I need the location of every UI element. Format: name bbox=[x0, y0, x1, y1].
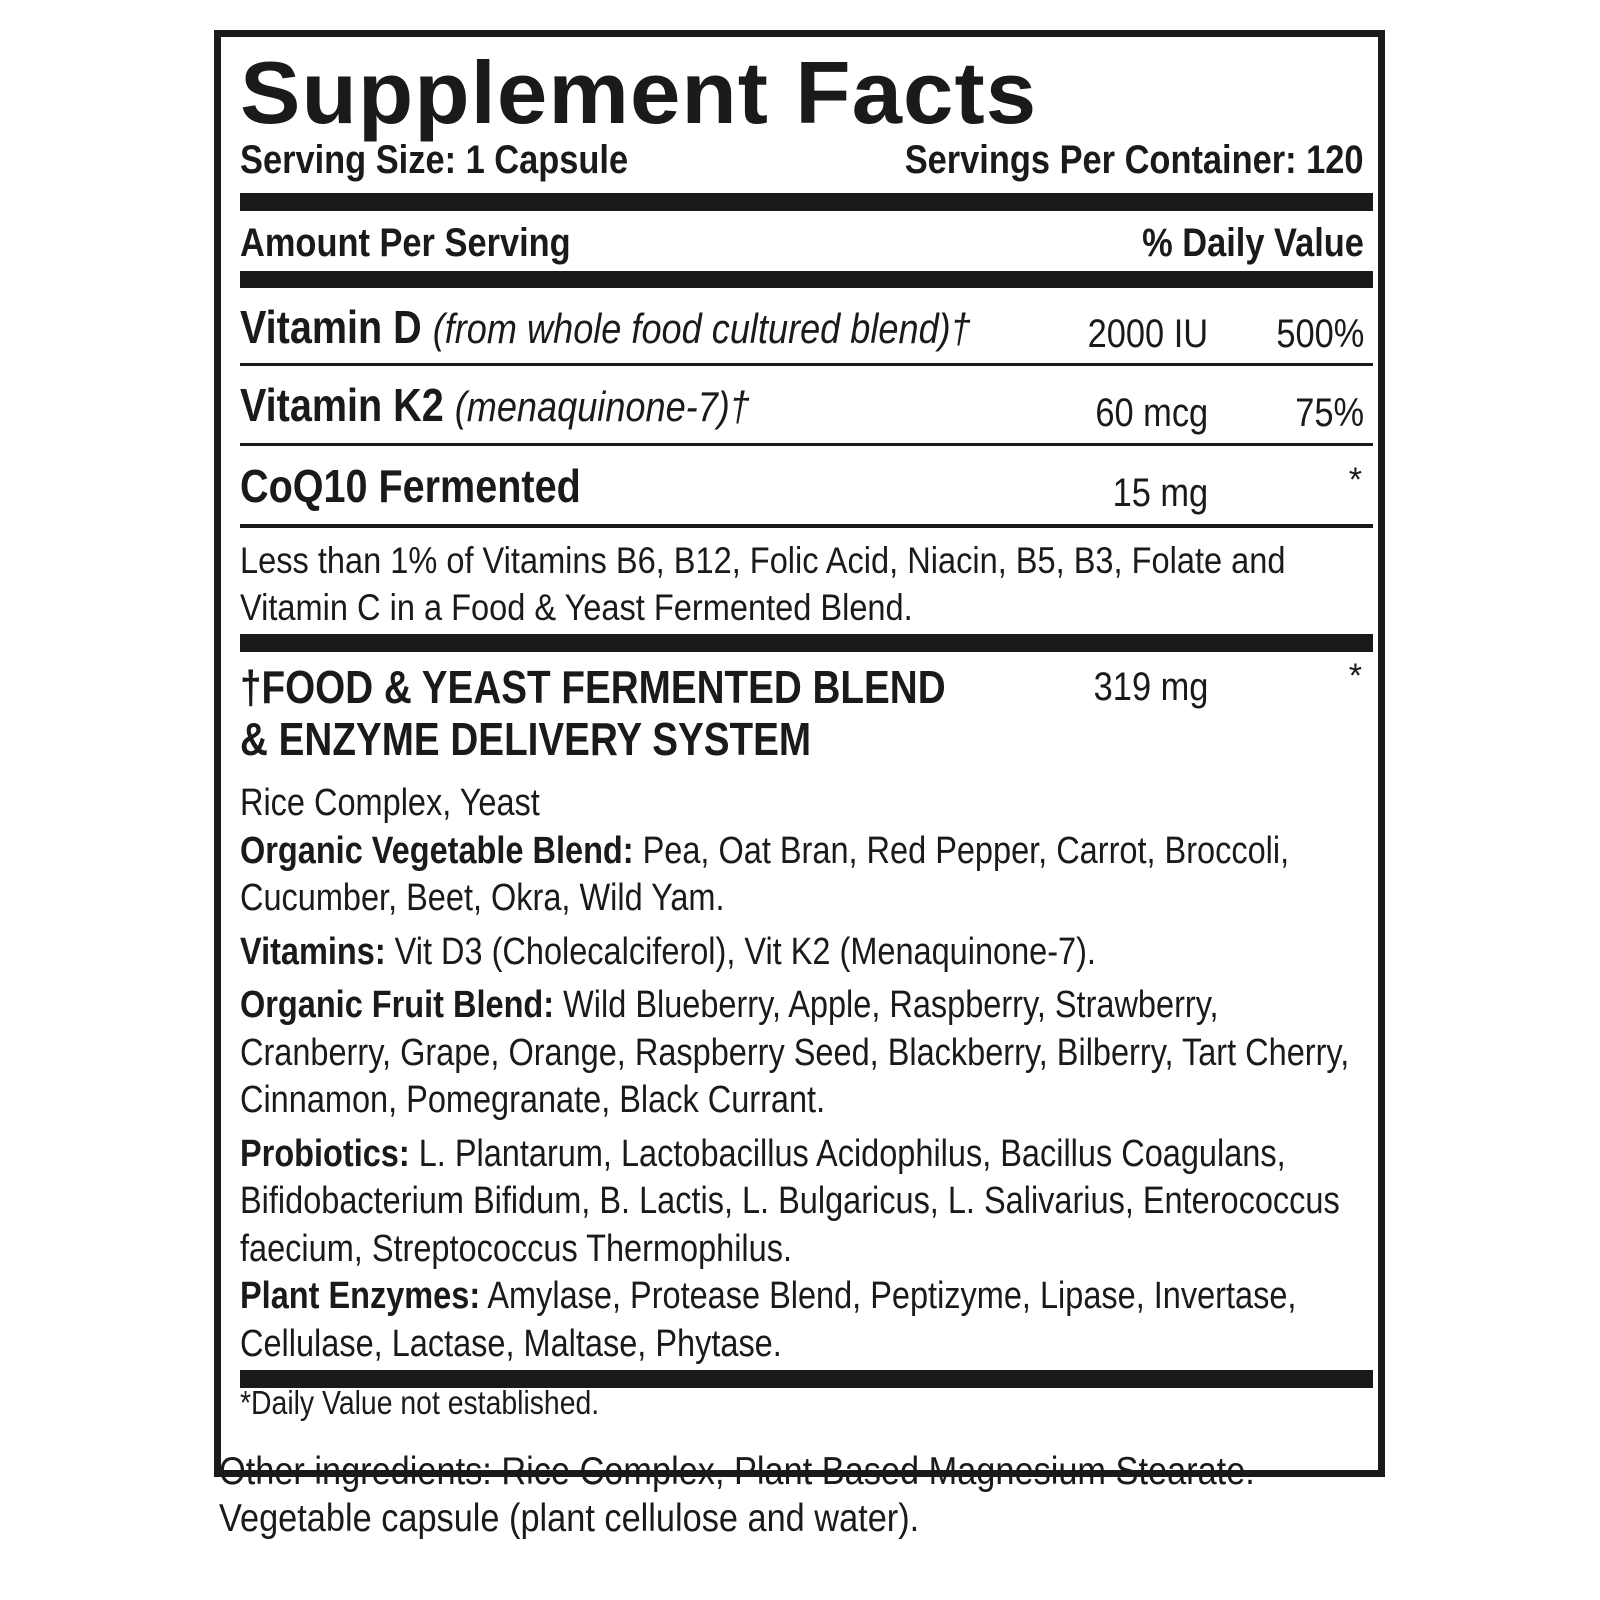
nutrient-note: (from whole food cultured blend)† bbox=[432, 305, 971, 352]
ingredient-line: Cellulase, Lactase, Maltase, Phytase. bbox=[240, 1322, 782, 1365]
ingredient-group-probiotics: Probiotics: L. Plantarum, Lactobacillus Acidophilus, Bacillus Coagulans, bbox=[240, 1132, 1286, 1175]
nutrient-name-coq10: CoQ10 Fermented bbox=[240, 460, 581, 512]
ingredient-line: Cinnamon, Pomegranate, Black Currant. bbox=[240, 1079, 826, 1121]
thin-divider bbox=[240, 524, 1373, 528]
blend-amount: 319 mg bbox=[1093, 665, 1208, 709]
ingredient-group-fruit: Organic Fruit Blend: Wild Blueberry, Apple, Raspberry, Strawberry, bbox=[240, 984, 1219, 1026]
blend-title-line: & ENZYME DELIVERY SYSTEM bbox=[240, 713, 812, 765]
thick-divider bbox=[240, 271, 1373, 288]
note-line: Less than 1% of Vitamins B6, B12, Folic Acid, Niacin, B5, B3, Folate and bbox=[240, 540, 1286, 581]
blend-ingredients bbox=[240, 780, 1349, 1368]
nutrient-daily-value: 75% bbox=[1295, 391, 1364, 435]
ingredient-line: Cucumber, Beet, Okra, Wild Yam. bbox=[240, 877, 725, 919]
amount-per-serving-header: Amount Per Serving bbox=[240, 221, 571, 265]
blend-title bbox=[240, 661, 946, 765]
nutrient-amount: 15 mg bbox=[1112, 471, 1208, 515]
thick-divider bbox=[240, 193, 1373, 211]
other-ingredients-line: Other ingredients: Rice Complex, Plant Based Magnesium Stearate. bbox=[219, 1450, 1255, 1493]
ingredient-group-enzymes: Plant Enzymes: Amylase, Protease Blend, Peptizyme, Lipase, Invertase, bbox=[240, 1275, 1297, 1317]
other-ingredients bbox=[219, 1448, 1255, 1542]
nutrient-name-vitamin-k2: Vitamin K2 (menaquinone-7)† bbox=[240, 379, 750, 431]
nutrient-amount: 2000 IU bbox=[1087, 312, 1208, 356]
nutrient-note: (menaquinone-7)† bbox=[454, 383, 750, 430]
thin-divider bbox=[240, 443, 1373, 446]
nutrient-daily-value: 500% bbox=[1276, 312, 1364, 356]
thick-divider bbox=[240, 634, 1373, 652]
daily-value-header: % Daily Value bbox=[1142, 221, 1364, 265]
serving-size: Serving Size: 1 Capsule bbox=[240, 138, 629, 182]
note-line: Vitamin C in a Food & Yeast Fermented Blend. bbox=[240, 587, 913, 628]
less-than-note bbox=[240, 537, 1286, 631]
blend-daily-value: * bbox=[1348, 657, 1362, 695]
blend-title-line: †FOOD & YEAST FERMENTED BLEND bbox=[240, 661, 946, 713]
nutrient-amount: 60 mcg bbox=[1095, 391, 1208, 435]
panel-title: Supplement Facts bbox=[240, 43, 1038, 142]
daily-value-footnote: *Daily Value not established. bbox=[240, 1384, 600, 1421]
supplement-facts-panel bbox=[214, 30, 1385, 1477]
thin-divider bbox=[240, 363, 1373, 366]
ingredient-line: Bifidobacterium Bifidum, B. Lactis, L. Bulgaricus, L. Salivarius, Enterococcus bbox=[240, 1180, 1340, 1222]
servings-per-container: Servings Per Container: 120 bbox=[905, 138, 1364, 182]
ingredient-group-vegetable: Organic Vegetable Blend: Pea, Oat Bran, Red Pepper, Carrot, Broccoli, bbox=[240, 829, 1290, 872]
nutrient-name-vitamin-d: Vitamin D (from whole food cultured blend)† bbox=[240, 301, 971, 353]
ingredient-group-vitamins: Vitamins: Vit D3 (Cholecalciferol), Vit K2 (Menaquinone-7). bbox=[240, 930, 1096, 973]
nutrient-daily-value: * bbox=[1348, 461, 1362, 499]
ingredient-line: Cranberry, Grape, Orange, Raspberry Seed, Blackberry, Bilberry, Tart Cherry, bbox=[240, 1031, 1350, 1074]
ingredient-line: faecium, Streptococcus Thermophilus. bbox=[240, 1227, 792, 1270]
ingredient-base: Rice Complex, Yeast bbox=[240, 782, 540, 824]
other-ingredients-line: Vegetable capsule (plant cellulose and water). bbox=[219, 1497, 920, 1540]
